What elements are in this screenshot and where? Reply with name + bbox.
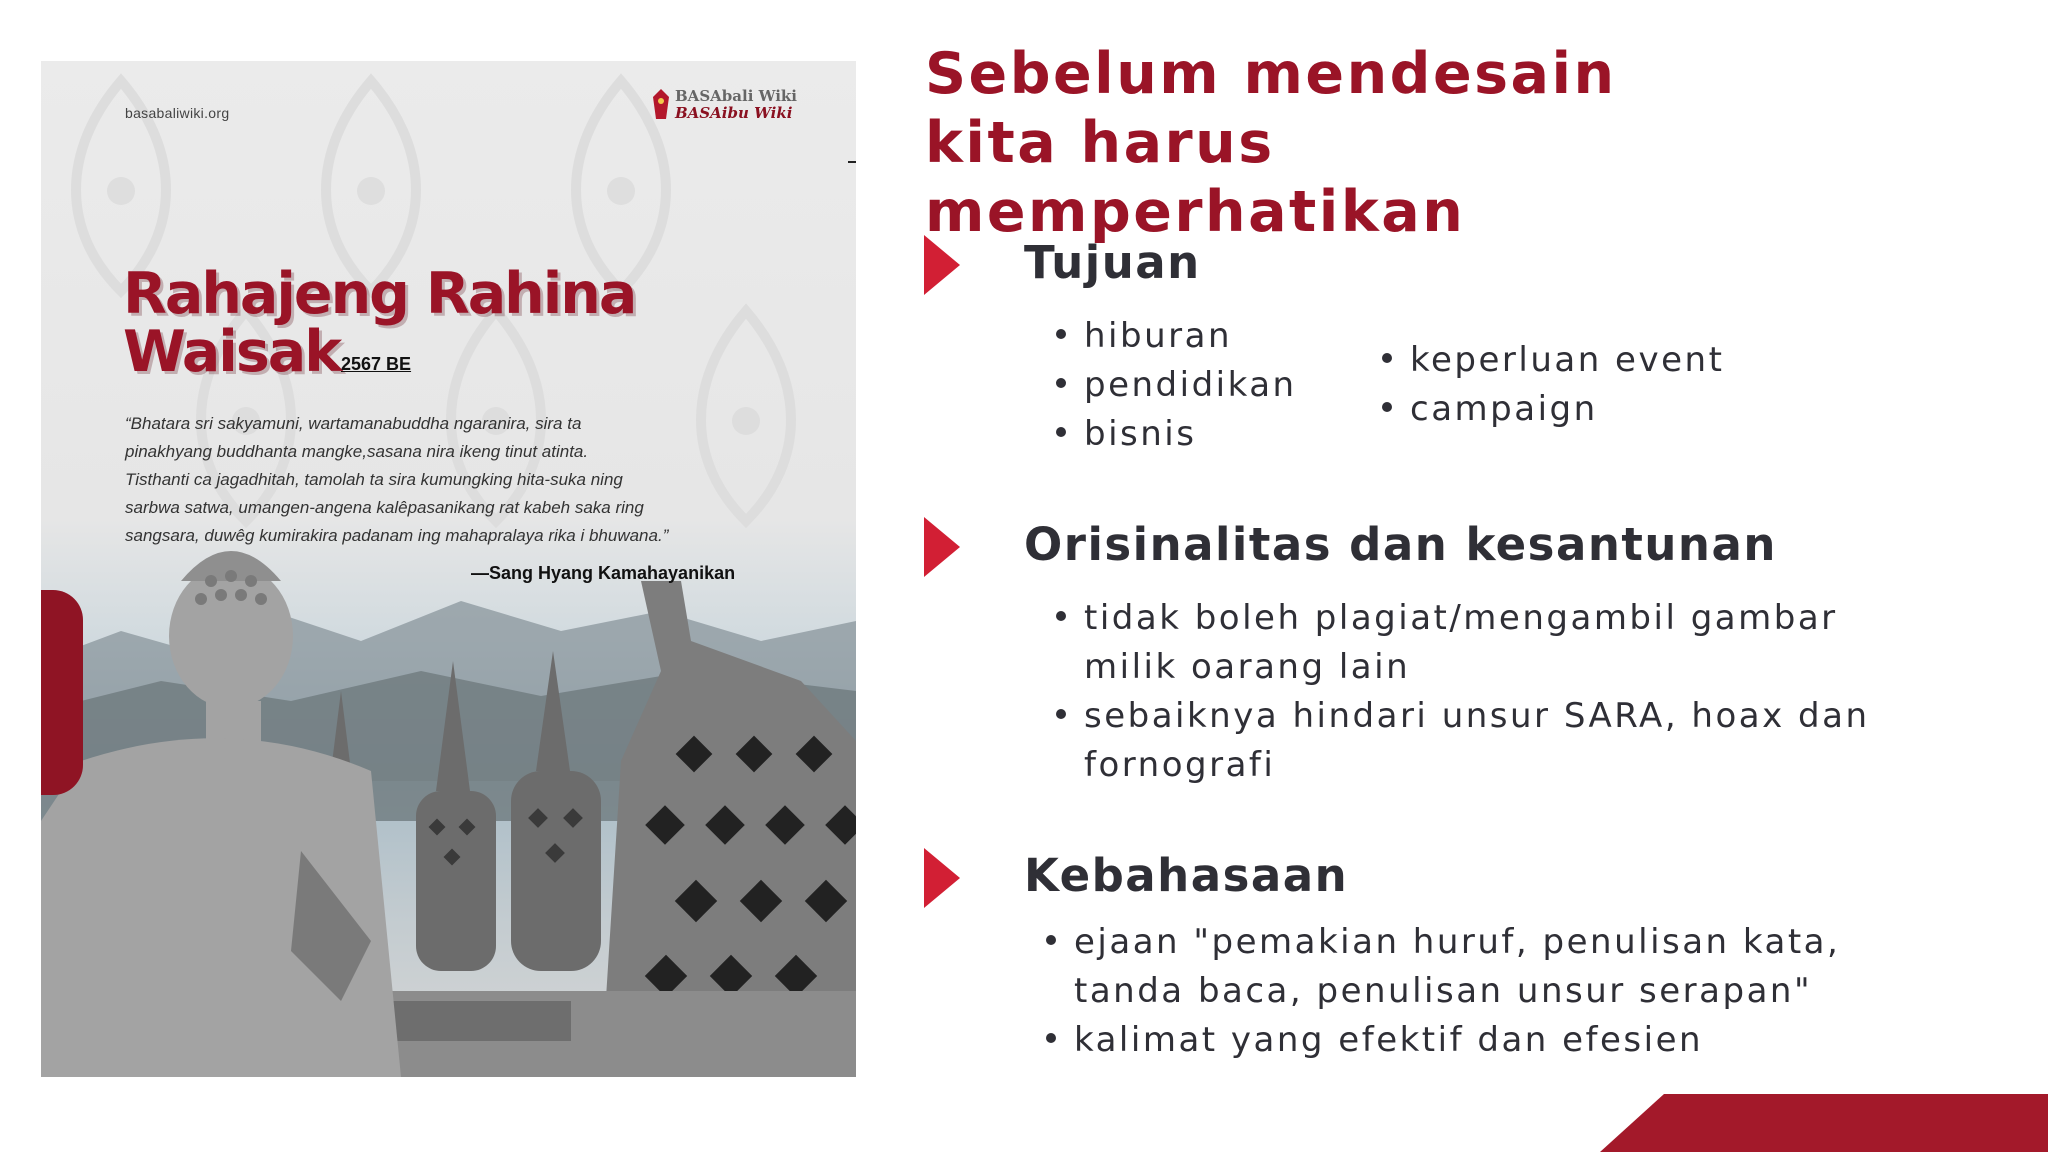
bullet-dot-icon — [1056, 611, 1066, 621]
quote-line: sangsara, duwêg kumirakira padanam ing mahapralaya rika i bhuwana.” — [125, 526, 669, 545]
logo-line1-text: BASAbali Wiki — [675, 87, 797, 105]
waisak-poster — [41, 61, 856, 1077]
bullet-dot-icon — [1046, 935, 1056, 945]
list-item-continuation: tanda baca, penulisan unsur serapan" — [1074, 971, 1813, 1011]
list-item-continuation: fornografi — [1084, 745, 1276, 785]
wiki-logo-icon — [653, 89, 669, 119]
list-item: pendidikan — [1056, 365, 1297, 405]
quote-line: “Bhatara sri sakyamuni, wartamanabuddha ngaranira, sira ta — [125, 414, 582, 433]
quote-line: pinakhyang buddhanta mangke,sasana nira ikeng tinut atinta. — [125, 442, 589, 461]
list-item: hiburan — [1056, 316, 1232, 356]
bullet-dot-icon — [1056, 709, 1066, 719]
slide-title-line1: Sebelum mendesain — [925, 41, 1617, 107]
slide-title — [925, 40, 1617, 247]
list-item: keperluan event — [1382, 340, 1724, 380]
poster-quote — [125, 410, 785, 550]
poster-title-line2: Waisak — [123, 319, 341, 385]
list-item-continuation: milik oarang lain — [1084, 647, 1411, 687]
red-triangle-bullet-icon — [924, 517, 960, 577]
bullet-dot-icon — [1382, 402, 1392, 412]
basabali-wiki-logo — [653, 87, 833, 127]
bullet-dot-icon — [1056, 427, 1066, 437]
poster-website-text: basabaliwiki.org — [125, 105, 230, 121]
red-triangle-bullet-icon — [924, 235, 960, 295]
list-item: tidak boleh plagiat/mengambil gambar — [1056, 598, 1838, 638]
poster-red-tab — [41, 590, 83, 795]
slide-title-line2: kita harus — [925, 110, 1275, 176]
borobudur-scene-image — [41, 521, 856, 1077]
quote-line: Tisthanti ca jagadhitah, tamolah ta sira kumungking hita-suka ning — [125, 470, 623, 489]
quote-line: sarbwa satwa, umangen-angena kalêpasanikang rat kabeh saka ring — [125, 498, 644, 517]
logo-line2-text: BASAibu Wiki — [675, 104, 793, 122]
list-item: ejaan "pemakian huruf, penulisan kata, — [1046, 922, 1840, 962]
list-item: bisnis — [1056, 414, 1196, 454]
list-item: campaign — [1382, 389, 1598, 429]
bullet-dot-icon — [1382, 353, 1392, 363]
section-heading-tujuan: Tujuan — [1024, 236, 1201, 289]
slide-title-line3: memperhatikan — [925, 179, 1466, 245]
small-dash-mark — [848, 161, 856, 163]
bullet-dot-icon — [1056, 378, 1066, 388]
red-triangle-bullet-icon — [924, 848, 960, 908]
list-item: sebaiknya hindari unsur SARA, hoax dan — [1056, 696, 1870, 736]
section-heading-orisinalitas: Orisinalitas dan kesantunan — [1024, 518, 1777, 571]
list-item: kalimat yang efektif dan efesien — [1046, 1020, 1703, 1060]
bullet-dot-icon — [1056, 329, 1066, 339]
poster-quote-author: —Sang Hyang Kamahayanikan — [471, 563, 736, 583]
poster-year: 2567 BE — [341, 354, 412, 374]
bullet-dot-icon — [1046, 1033, 1056, 1043]
decorative-red-band — [1600, 1094, 2048, 1152]
poster-title-line1: Rahajeng Rahina — [123, 261, 636, 327]
section-heading-kebahasaan: Kebahasaan — [1024, 849, 1349, 902]
